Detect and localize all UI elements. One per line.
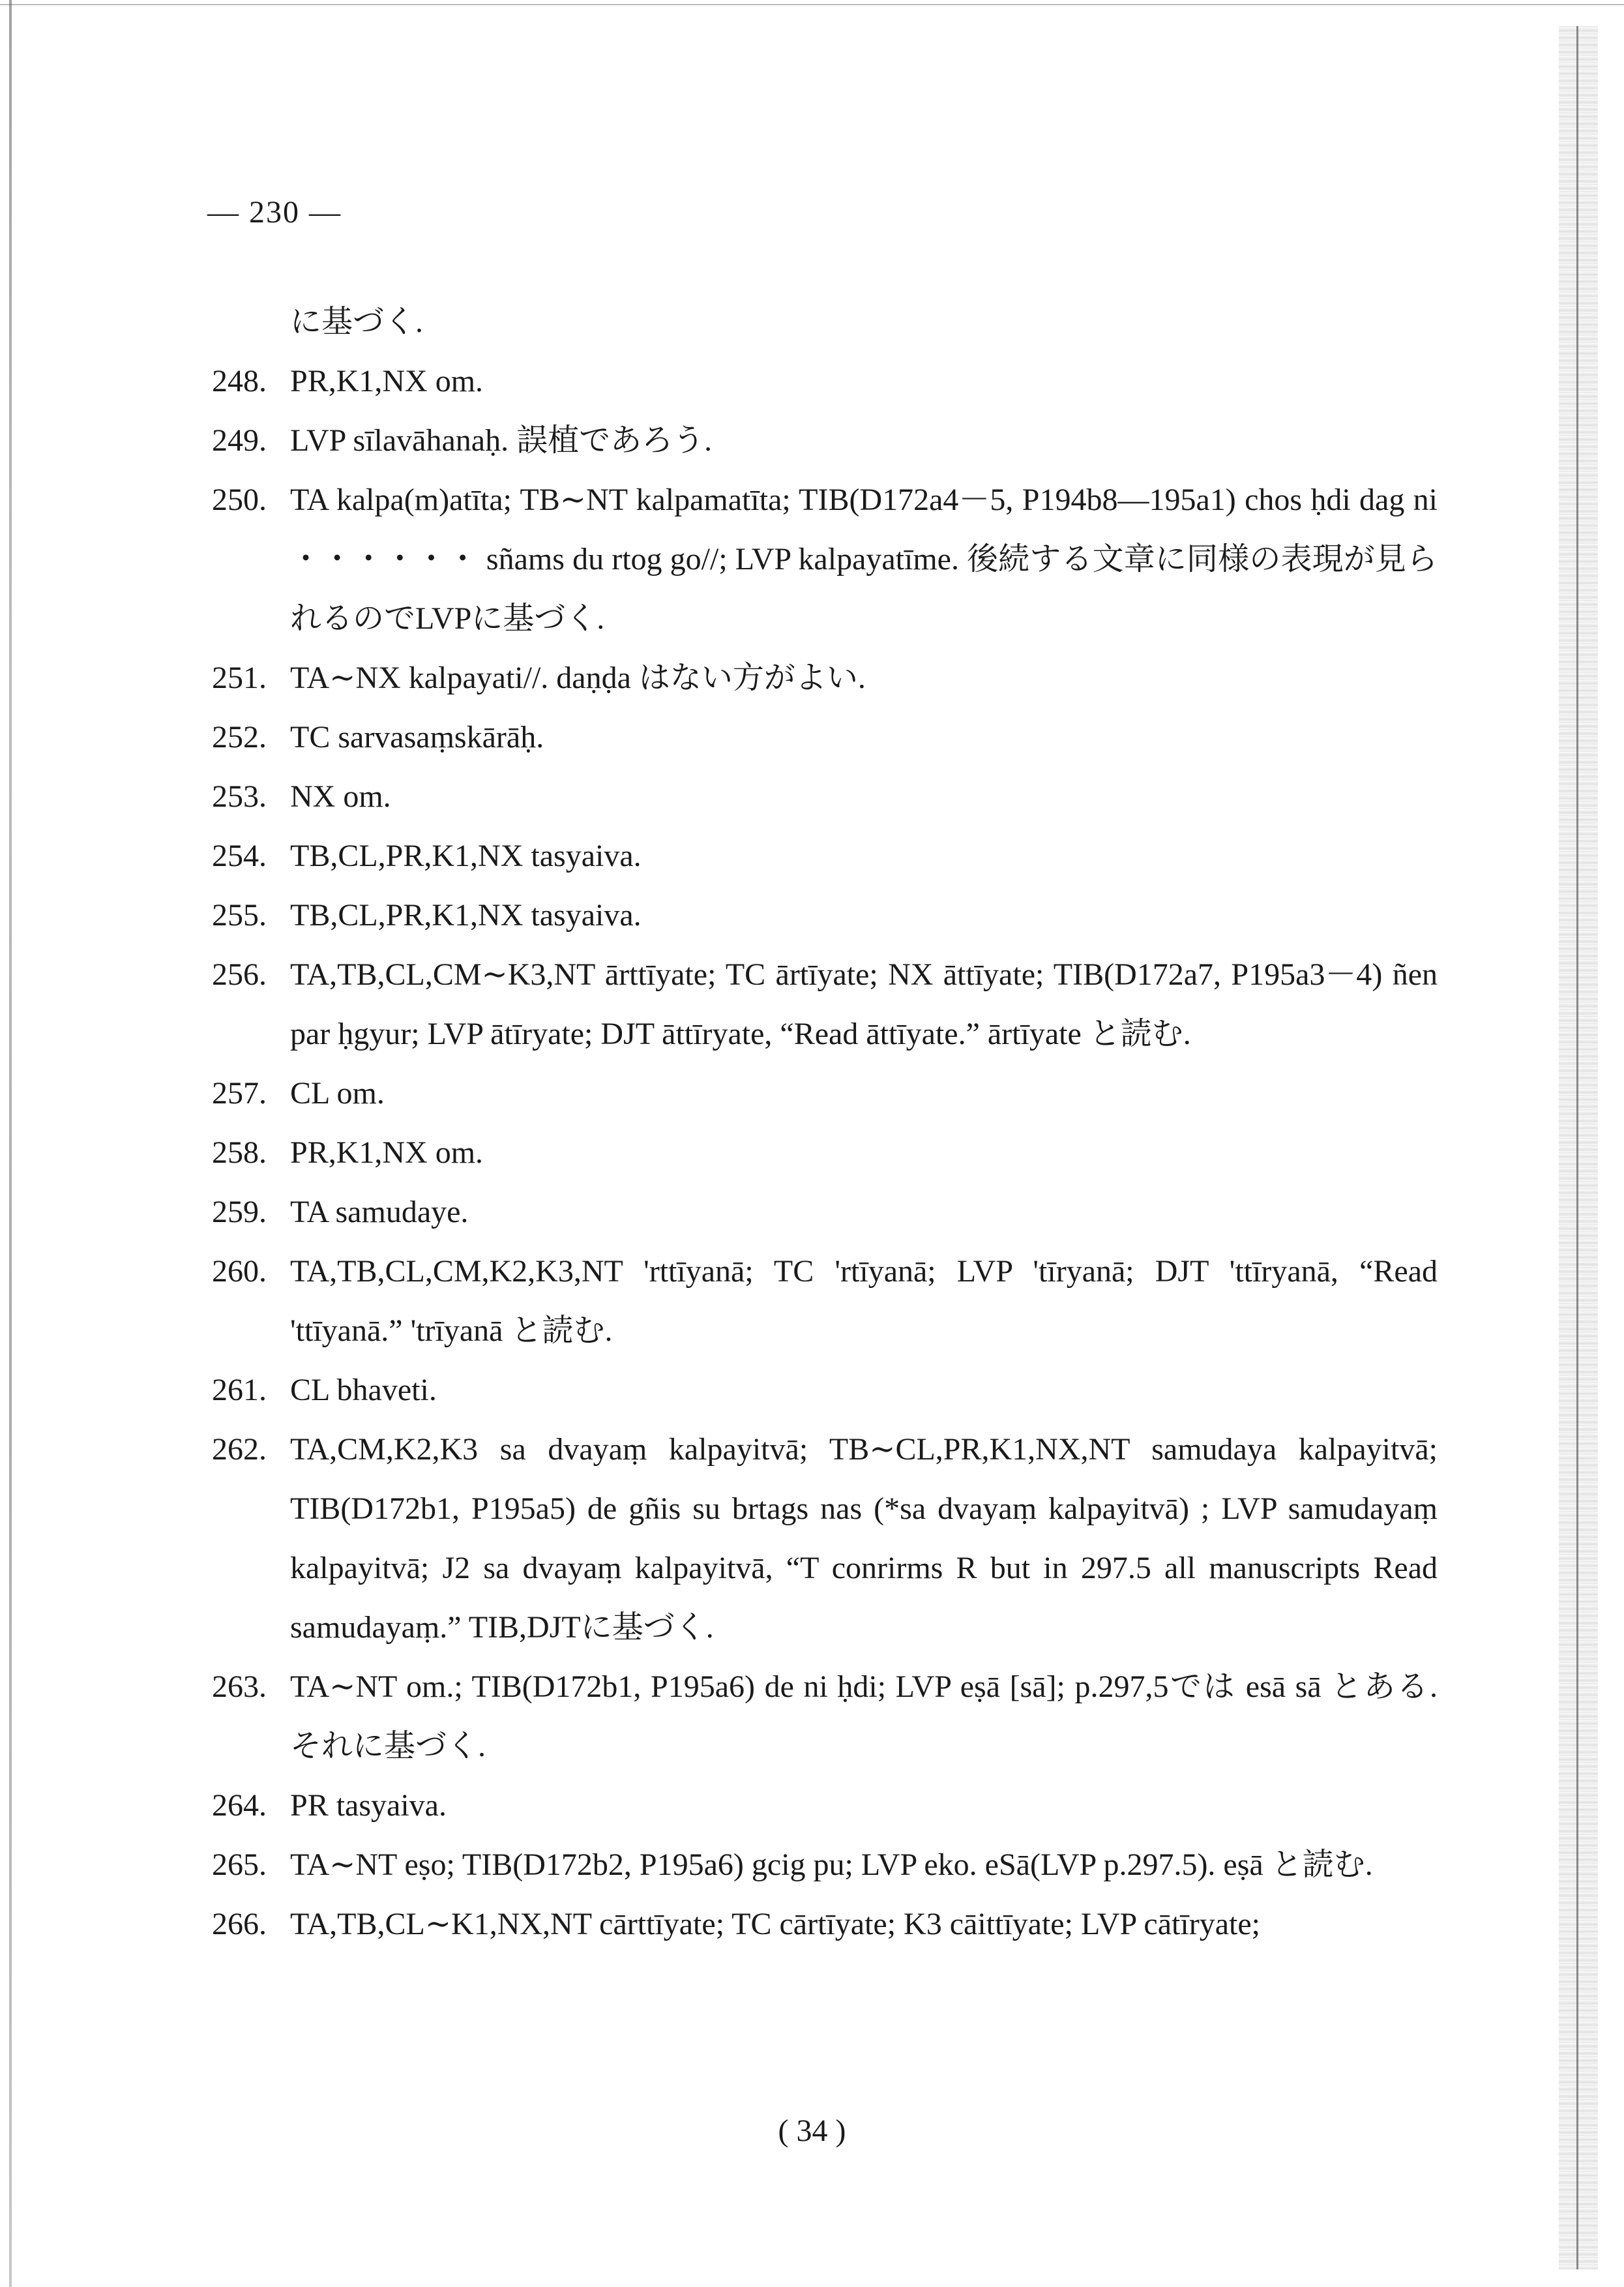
note-250 xyxy=(212,470,1438,648)
note-text: CL om. xyxy=(290,1076,385,1111)
note-255 xyxy=(212,886,1438,945)
note-251 xyxy=(212,648,1438,708)
note-text: TA samudaye. xyxy=(290,1195,469,1229)
note-text: TB,CL,PR,K1,NX tasyaiva. xyxy=(290,898,642,933)
note-number: 249. xyxy=(212,423,267,458)
note-text: TA,CM,K2,K3 sa dvayaṃ kalpayitvā; TB∼CL,PR,K1,NX,NT samudaya kalpayitvā; TIB(D172b1, P195a5) de gñis su brtags nas (*sa dvayaṃ kalpayitvā) ; LVP samudayaṃ kalpayitvā; J2 sa dvayaṃ kalpayitvā, “T conrirms R but in 297.5 all manuscripts Read samudayaṃ.” TIB,DJTに基づく. xyxy=(290,1432,1438,1645)
note-text: TA∼NX kalpayati//. daṇḍa はない方がよい. xyxy=(290,661,866,695)
scan-edge-right xyxy=(1559,26,1598,2269)
note-text: PR tasyaiva. xyxy=(290,1788,447,1823)
note-number: 251. xyxy=(212,661,267,695)
note-text: TA kalpa(m)atīta; TB∼NT kalpamatīta; TIB(D172a4－5, P194b8—195a1) chos ḥdi dag ni ・・・・・・ sñams du rtog go//; LVP kalpayatīme. 後続する文章に同様の表現が見られるのでLVPに基づく. xyxy=(290,483,1438,636)
note-265 xyxy=(212,1835,1438,1894)
note-text: TA,TB,CL∼K1,NX,NT cārttīyate; TC cārtīyate; K3 cāittīyate; LVP cātīryate; xyxy=(290,1907,1260,1941)
note-254 xyxy=(212,826,1438,886)
note-text: NX om. xyxy=(290,779,391,814)
note-text: TA∼NT om.; TIB(D172b1, P195a6) de ni ḥdi; LVP eṣā [sā]; p.297,5では esā sā とある. それに基づく. xyxy=(290,1669,1438,1763)
note-number: 252. xyxy=(212,720,267,755)
scan-edge-left xyxy=(9,0,12,2287)
note-continuation: に基づく. xyxy=(290,305,424,339)
note-number: 255. xyxy=(212,898,267,933)
page-number-bottom: ( 34 ) xyxy=(778,2114,846,2148)
note-261 xyxy=(212,1360,1438,1420)
note-258 xyxy=(212,1123,1438,1182)
note-number: 260. xyxy=(212,1254,267,1289)
note-text: TB,CL,PR,K1,NX tasyaiva. xyxy=(290,839,642,873)
note-number: 254. xyxy=(212,839,267,873)
note-260 xyxy=(212,1242,1438,1360)
note-256 xyxy=(212,945,1438,1064)
note-text: TA∼NT eṣo; TIB(D172b2, P195a6) gcig pu; LVP eko. eSā(LVP p.297.5). eṣā と読む. xyxy=(290,1847,1373,1882)
note-number: 262. xyxy=(212,1432,267,1467)
note-266 xyxy=(212,1894,1438,1954)
note-248 xyxy=(212,351,1438,411)
note-number: 264. xyxy=(212,1788,267,1823)
note-number: 250. xyxy=(212,483,267,517)
note-number: 248. xyxy=(212,364,267,398)
note-number: 266. xyxy=(212,1907,267,1941)
note-text: TA,TB,CL,CM,K2,K3,NT 'rttīyanā; TC 'rtīyanā; LVP 'tīryanā; DJT 'ttīryanā, “Read 'ttīyanā.” 'trīyanā と読む. xyxy=(290,1254,1438,1348)
note-number: 256. xyxy=(212,957,267,992)
note-252 xyxy=(212,708,1438,767)
page-number-top: — 230 — xyxy=(207,195,342,230)
note-263 xyxy=(212,1657,1438,1776)
note-257 xyxy=(212,1064,1438,1123)
note-number: 261. xyxy=(212,1373,267,1407)
note-number: 257. xyxy=(212,1076,267,1111)
note-text: LVP sīlavāhanaḥ. 誤植であろう. xyxy=(290,423,713,458)
note-number: 253. xyxy=(212,779,267,814)
note-253 xyxy=(212,767,1438,826)
scan-edge-right-line xyxy=(1576,26,1578,2269)
note-262 xyxy=(212,1420,1438,1657)
note-264 xyxy=(212,1776,1438,1835)
note-text: TC sarvasaṃskārāḥ. xyxy=(290,720,544,755)
note-text: PR,K1,NX om. xyxy=(290,364,484,398)
note-249 xyxy=(212,411,1438,470)
scan-edge-top xyxy=(0,4,1624,5)
notes-list xyxy=(212,292,1438,1954)
note-text: PR,K1,NX om. xyxy=(290,1135,484,1170)
note-number: 263. xyxy=(212,1669,267,1704)
note-number: 258. xyxy=(212,1135,267,1170)
note-number: 259. xyxy=(212,1195,267,1229)
note-number: 265. xyxy=(212,1847,267,1882)
note-text: TA,TB,CL,CM∼K3,NT ārttīyate; TC ārtīyate; NX āttīyate; TIB(D172a7, P195a3－4) ñen par ḥgyur; LVP ātīryate; DJT āttīryate, “Read āttīyate.” ārtīyate と読む. xyxy=(290,957,1438,1051)
note-259 xyxy=(212,1182,1438,1242)
note-text: CL bhaveti. xyxy=(290,1373,437,1407)
